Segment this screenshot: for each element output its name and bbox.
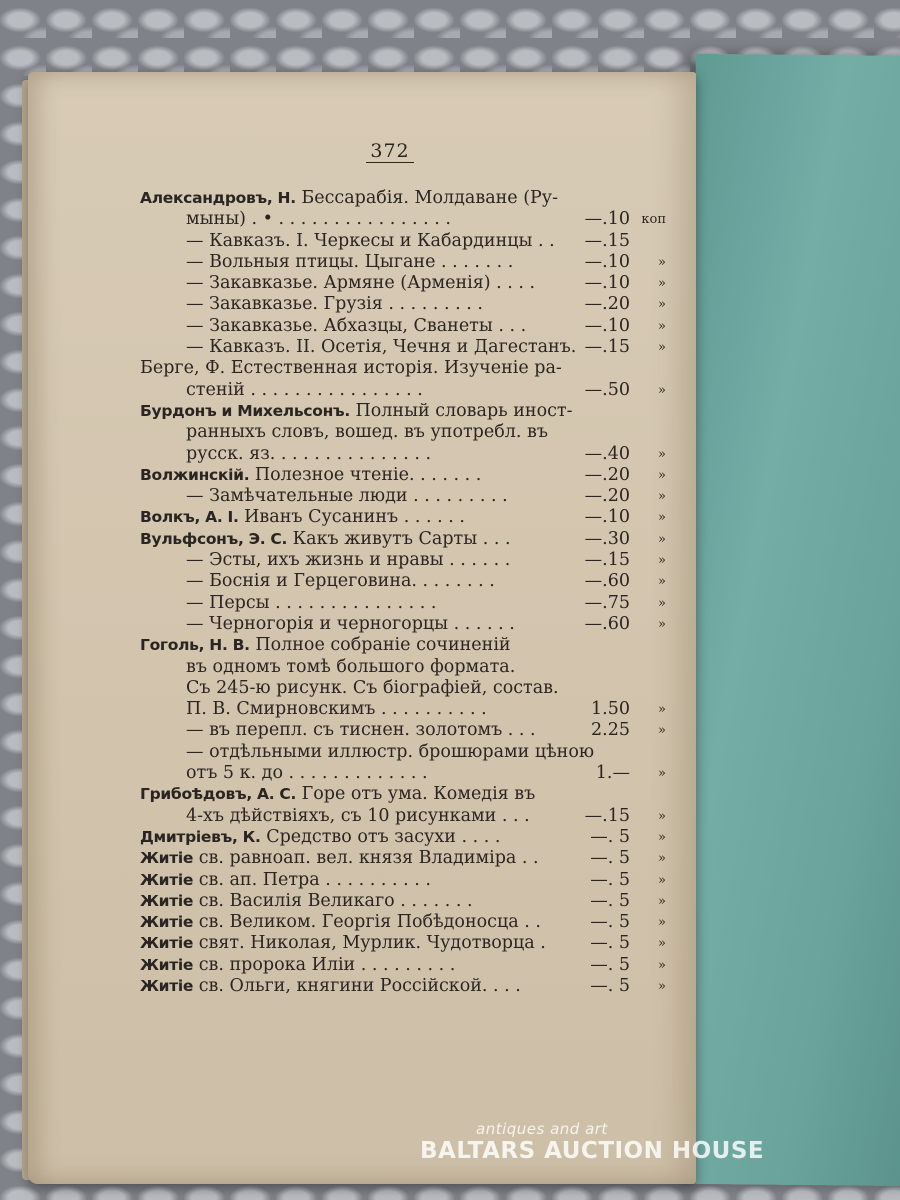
entry-price: —.20 [584, 294, 630, 315]
entry-unit: » [658, 872, 666, 888]
catalog-line [140, 613, 666, 635]
entry-text: — Черногорія и черногорцы . . . . . . [186, 613, 515, 634]
catalog-line [140, 592, 666, 614]
catalog-line [140, 507, 666, 528]
catalog-line [140, 912, 666, 933]
entry-unit: » [658, 595, 666, 611]
catalog-line [140, 954, 666, 976]
entry-text: — Кавказъ. I. Черкесы и Кабардинцы . . [186, 230, 555, 251]
entry-text: Гоголь, Н. В. Полное собраніе сочиненій [140, 635, 511, 656]
entry-price: —. 5 [590, 848, 630, 869]
entry-author: Грибоѣдовъ, А. С. [140, 785, 297, 804]
entry-price: —.15 [584, 337, 630, 358]
entry-text: мыны) . • . . . . . . . . . . . . . . . . [186, 209, 451, 230]
entry-unit: » [658, 957, 666, 973]
entry-price: —. 5 [590, 975, 630, 996]
catalog-line [140, 635, 660, 656]
catalog-line [140, 571, 666, 592]
catalog-line [140, 657, 660, 678]
entry-unit: » [658, 467, 666, 483]
entry-price: —.40 [584, 443, 630, 464]
entry-price: —.20 [584, 486, 630, 507]
entry-text: Житіе св. пророка Иліи . . . . . . . . . [140, 954, 456, 975]
entry-unit: » [658, 766, 666, 782]
catalog-line [140, 678, 660, 699]
entry-text: Житіе свят. Николая, Мурлик. Чудотворца . [140, 933, 546, 954]
entry-unit: » [658, 318, 666, 334]
entry-price: —.50 [584, 379, 630, 400]
entry-text: П. В. Смирновскимъ . . . . . . . . . . [186, 699, 487, 720]
entry-price: —.10 [584, 507, 630, 528]
entry-author: Бурдонъ и Михельсонъ. [140, 401, 350, 420]
entry-author: Житіе [140, 891, 194, 910]
entry-text: — Боснія и Герцеговина. . . . . . . . [186, 571, 495, 592]
entry-text: русск. яз. . . . . . . . . . . . . . . [186, 443, 432, 464]
entry-price: —.10 [584, 315, 630, 336]
entry-author: Волкъ, А. I. [140, 508, 239, 527]
catalog-line [140, 890, 666, 912]
entry-unit: » [658, 297, 666, 313]
watermark-tagline: antiques and art [476, 1120, 608, 1138]
watermark [420, 1120, 840, 1164]
catalog-line [140, 273, 666, 294]
catalog-line [140, 209, 666, 230]
catalog-line [140, 251, 666, 273]
catalog-line [140, 486, 666, 507]
entry-text: Дмитріевъ, К. Средство отъ засухи . . . . [140, 826, 501, 847]
entry-unit: » [658, 276, 666, 292]
entry-author: Житіе [140, 913, 194, 932]
entry-text: — Вольныя птицы. Цыгане . . . . . . . [186, 251, 514, 272]
entry-author: Житіе [140, 976, 194, 995]
entry-unit: » [658, 851, 666, 867]
entry-price: —.60 [584, 571, 630, 592]
catalog-line [140, 869, 666, 891]
catalog-line [140, 805, 666, 827]
catalog-line [140, 294, 666, 315]
entry-text: Житіе св. ап. Петра . . . . . . . . . . [140, 869, 431, 890]
entry-text: — Персы . . . . . . . . . . . . . . . [186, 592, 437, 613]
entry-author: Дмитріевъ, К. [140, 827, 261, 846]
entry-author: Житіе [140, 849, 194, 868]
entry-unit: » [658, 808, 666, 824]
entry-text: — отдѣльными иллюстр. брошюрами цѣною [186, 741, 595, 762]
page-number-text: 372 [366, 140, 413, 163]
entry-price: —.75 [584, 592, 630, 613]
catalog-line [140, 188, 660, 209]
entry-author: Житіе [140, 934, 194, 953]
page-number [120, 140, 660, 162]
entry-text: Волжинскій. Полезное чтеніе. . . . . . . [140, 464, 482, 485]
entry-price: —.60 [584, 613, 630, 634]
catalog-list [140, 188, 666, 997]
entry-text: Житіе св. Василія Великаго . . . . . . . [140, 890, 473, 911]
catalog-line [140, 975, 666, 997]
entry-unit: » [658, 723, 666, 739]
entry-text: Вульфсонъ, Э. С. Какъ живутъ Сарты . . . [140, 528, 511, 549]
catalog-line [140, 933, 666, 954]
entry-text: — Кавказъ. II. Осетія, Чечня и Дагестанъ. [186, 337, 577, 358]
entry-author: Гоголь, Н. В. [140, 636, 250, 655]
entry-text: въ одномъ томѣ большого формата. [186, 656, 516, 677]
entry-price: —.30 [584, 528, 630, 549]
entry-unit: » [658, 702, 666, 718]
entry-price: —.15 [584, 550, 630, 571]
page-content [140, 140, 666, 997]
watermark-title: BALTARS AUCTION HOUSE [420, 1138, 765, 1164]
catalog-line [140, 337, 666, 358]
entry-unit: » [658, 978, 666, 994]
entry-price: —. 5 [590, 826, 630, 847]
entry-unit: » [658, 489, 666, 505]
entry-author: Житіе [140, 955, 194, 974]
entry-price: —. 5 [590, 954, 630, 975]
entry-text: Житіе св. Великом. Георгія Побѣдоносца . . [140, 912, 541, 933]
entry-unit: » [658, 340, 666, 356]
entry-price: —. 5 [590, 912, 630, 933]
entry-price: —.15 [584, 805, 630, 826]
entry-unit: » [658, 553, 666, 569]
entry-price: —.10 [584, 209, 630, 230]
entry-price: 1.— [595, 763, 630, 784]
entry-text: Грибоѣдовъ, А. С. Горе отъ ума. Комедія въ [140, 784, 536, 805]
entry-price: —.15 [584, 230, 630, 251]
entry-text: отъ 5 к. до . . . . . . . . . . . . . [186, 763, 428, 784]
entry-text: — въ перепл. съ тиснен. золотомъ . . . [186, 720, 536, 741]
entry-unit: » [658, 254, 666, 270]
entry-text: 4-хъ дѣйствіяхъ, съ 10 рисунками . . . [186, 805, 530, 826]
entry-text: Житіе св. равноап. вел. князя Владиміра . . [140, 848, 539, 869]
entry-unit: » [658, 531, 666, 547]
catalog-line [140, 826, 666, 848]
book-cover-green [684, 54, 900, 1186]
entry-text: Съ 245-ю рисунк. Съ біографіей, состав. [186, 677, 559, 698]
entry-text: Бурдонъ и Михельсонъ. Полный словарь иност- [140, 400, 573, 421]
entry-text: — Закавказье. Абхазцы, Сванеты . . . [186, 315, 527, 336]
catalog-line [140, 379, 666, 401]
entry-text: Александровъ, Н. Бессарабія. Молдаване (Ру- [140, 188, 559, 208]
entry-text: Волкъ, А. I. Иванъ Сусанинъ . . . . . . [140, 507, 465, 528]
catalog-line [140, 848, 666, 869]
catalog-line [140, 231, 660, 252]
entry-unit: » [658, 915, 666, 931]
entry-author: Вульфсонъ, Э. С. [140, 529, 288, 548]
entry-text: Берге, Ф. Естественная исторія. Изученіе ра- [140, 358, 562, 379]
catalog-line [140, 720, 666, 741]
catalog-line [140, 528, 666, 550]
entry-text: — Закавказье. Грузія . . . . . . . . . [186, 294, 483, 315]
catalog-line [140, 422, 660, 443]
catalog-line [140, 763, 666, 784]
catalog-line [140, 443, 666, 465]
entry-price: —.10 [584, 251, 630, 272]
entry-author: Александровъ, Н. [140, 189, 296, 207]
entry-price: —.10 [584, 273, 630, 294]
entry-unit: » [658, 510, 666, 526]
entry-price: —. 5 [590, 890, 630, 911]
entry-text: ранныхъ словъ, вошед. въ употребл. въ [186, 422, 548, 443]
entry-unit: » [658, 616, 666, 632]
entry-price: 2.25 [591, 720, 630, 741]
entry-text: Житіе св. Ольги, княгини Россійской. . . . [140, 975, 521, 996]
catalog-line [140, 550, 666, 571]
entry-unit: коп [641, 212, 666, 228]
entry-price: 1.50 [591, 699, 630, 720]
entry-author: Волжинскій. [140, 465, 250, 484]
catalog-line [140, 464, 666, 486]
entry-price: —. 5 [590, 869, 630, 890]
entry-unit: » [658, 574, 666, 590]
entry-unit: » [658, 446, 666, 462]
entry-text: стеній . . . . . . . . . . . . . . . . [186, 379, 423, 400]
entry-unit: » [658, 829, 666, 845]
entry-text: — Эсты, ихъ жизнь и нравы . . . . . . [186, 550, 511, 571]
catalog-line [140, 401, 660, 422]
entry-author: Житіе [140, 870, 194, 889]
catalog-line [140, 784, 660, 805]
entry-unit: » [658, 936, 666, 952]
catalog-line [140, 315, 666, 337]
entry-text: — Закавказье. Армяне (Арменія) . . . . [186, 273, 536, 294]
entry-price: —. 5 [590, 933, 630, 954]
entry-text: — Замѣчательные люди . . . . . . . . . [186, 486, 508, 507]
entry-unit: » [658, 382, 666, 398]
catalog-line [140, 742, 660, 763]
catalog-line [140, 358, 660, 379]
entry-unit: » [658, 893, 666, 909]
entry-price: —.20 [584, 464, 630, 485]
catalog-line [140, 699, 666, 720]
